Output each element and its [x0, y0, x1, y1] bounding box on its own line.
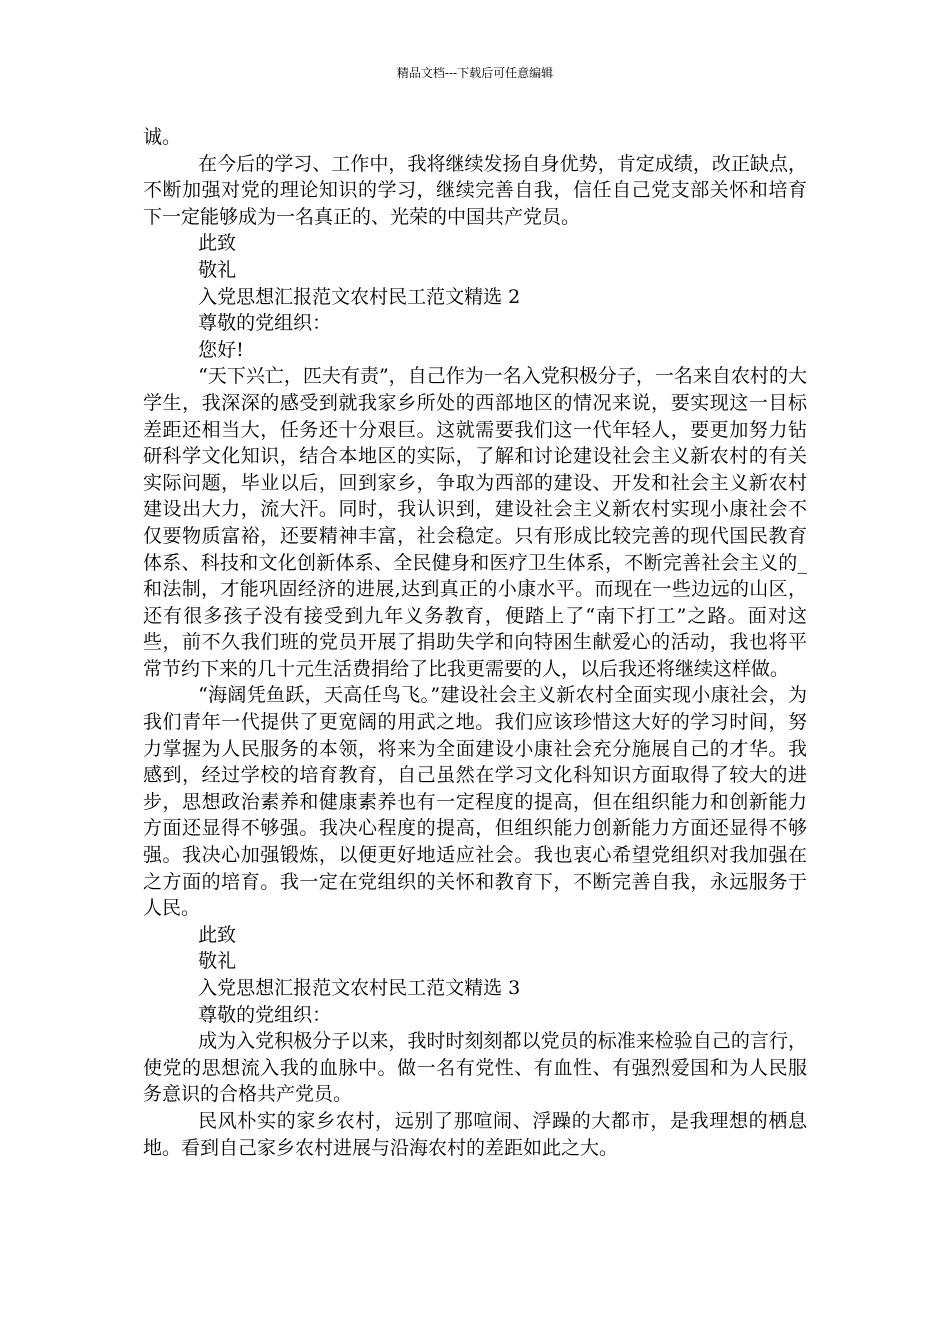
greeting: 尊敬的党组织：	[198, 312, 332, 335]
paragraph: “海阔凭鱼跃，天高任鸟飞。”建设社会主义新农村全面实现小康社会，为我们青年一代提供了更宽阔的用武之地。我们应该珍惜这大好的学习时间，努力掌握为人民服务的本领，将来为全面建设小康社会充分施展自己的才华。我感到，经过学校的培育教育，自己虽然在学习文化科知识方面取得了较大的进步，思想政治素养和健康素养也有一定程度的提高，但在组织能力和创新能力方面还显得不够强。我决心程度的提高，但组织能力创新能力方面还显得不够强。我决心加强锻炼，以便更好地适应社会。我也衷心希望党组织对我加强在之方面的培育。我一定在党组织的关怀和教育下，不断完善自我，永远服务于人民。	[143, 684, 807, 920]
greeting: 尊敬的党组织：	[198, 1003, 332, 1026]
closing-salutation: 此致	[198, 232, 237, 255]
closing-salutation: 此致	[198, 923, 237, 946]
section-title: 入党思想汇报范文农村民工范文精选 3	[198, 977, 521, 999]
document-body	[143, 124, 807, 1161]
paragraph: 民风朴实的家乡农村，远别了那喧闹、浮躁的大都市，是我理想的栖息地。看到自己家乡农村进展与沿海农村的差距如此之大。	[143, 1109, 807, 1159]
paragraph: 成为入党积极分子以来，我时时刻刻都以党员的标准来检验自己的言行，使党的思想流入我的血脉中。做一名有党性、有血性、有强烈爱国和为人民服务意识的合格共产党员。	[143, 1030, 807, 1106]
greeting: 您好!	[198, 338, 244, 361]
section-title: 入党思想汇报范文农村民工范文精选 2	[198, 285, 521, 308]
page-header: 精品文档---下载后可任意编辑	[396, 66, 554, 80]
closing-salutation: 敬礼	[198, 950, 237, 973]
paragraph: “天下兴亡，匹夫有责”，自己作为一名入党积极分子，一名来自农村的大学生，我深深的感受到就我家乡所处的西部地区的情况来说，要实现这一目标差距还相当大，任务还十分艰巨。这就需要我们这一代年轻人，要更加努力钻研科学文化知识，结合本地区的实际，了解和讨论建设社会主义新农村的有关实际问题，毕业以后，回到家乡，争取为西部的建设、开发和社会主义新农村建设出大力，流大汗。同时，我认识到，建设社会主义新农村实现小康社会不仅要物质富裕，还要精神丰富，社会稳定。只有形成比较完善的现代国民教育体系、科技和文化创新体系、全民健身和医疗卫生体系，不断完善社会主义的_和法制，才能巩固经济的进展,达到真正的小康水平。而现在一些边远的山区，还有很多孩子没有接受到九年义务教育，便踏上了“南下打工”之路。面对这些，前不久我们班的党员开展了捐助失学和向特困生献爱心的活动，我也将平常节约下来的几十元生活费捐给了比我更需要的人，以后我还将继续这样做。	[143, 365, 807, 680]
paragraph: 诚。	[143, 126, 182, 148]
paragraph: 在今后的学习、工作中，我将继续发扬自身优势，肯定成绩，改正缺点，不断加强对党的理论知识的学习，继续完善自我，信任自己党支部关怀和培育下一定能够成为一名真正的、光荣的中国共产党员。	[143, 152, 807, 228]
closing-salutation: 敬礼	[198, 258, 237, 281]
